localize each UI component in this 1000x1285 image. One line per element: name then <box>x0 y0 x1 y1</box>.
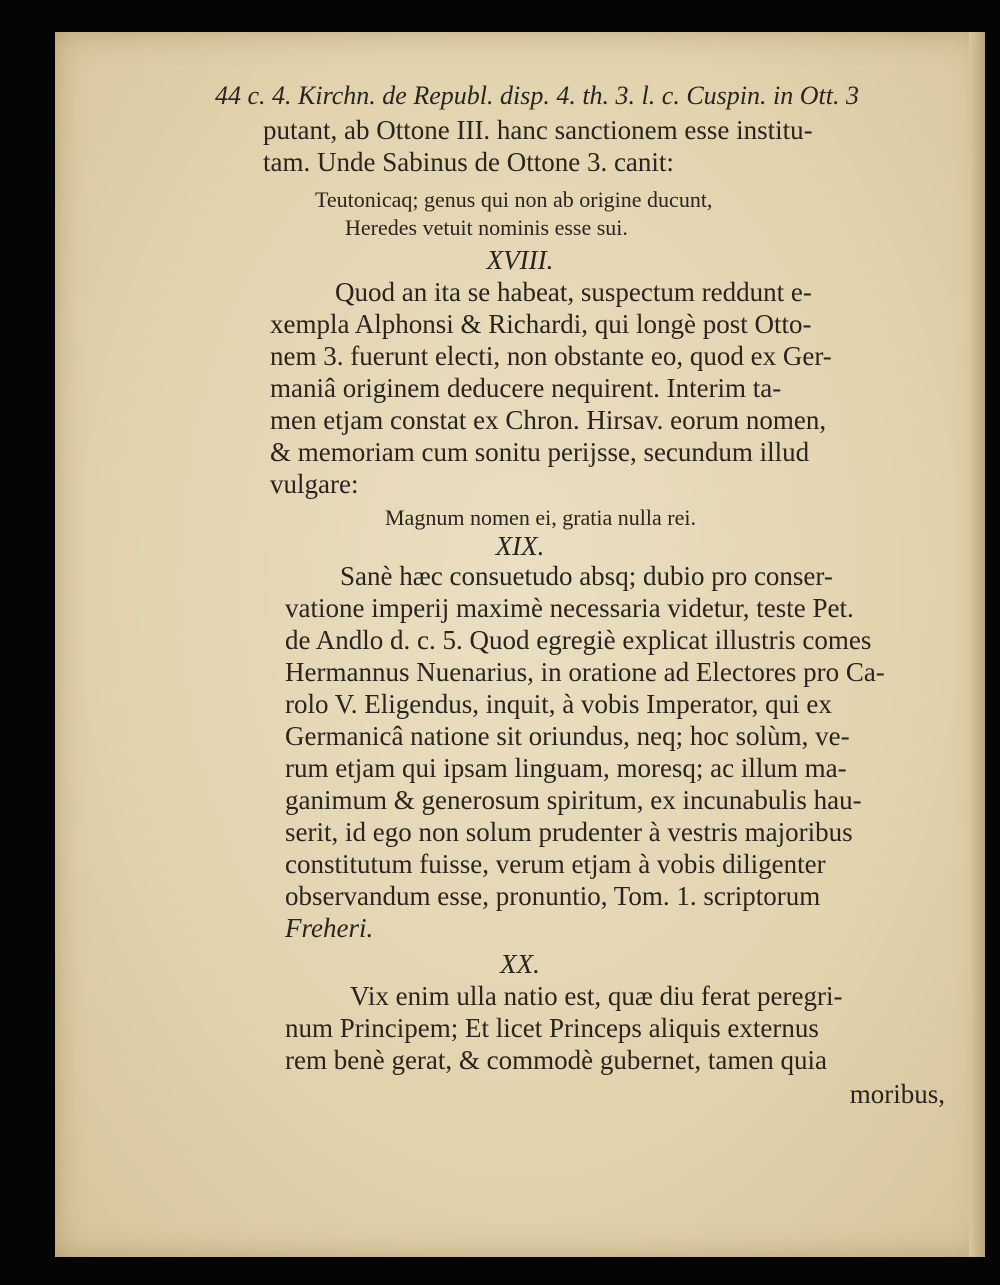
verse-line: Heredes vetuit nominis esse sui. <box>345 215 628 240</box>
paragraph-line: Sanè hæc consuetudo absq; dubio pro conser- <box>340 561 833 591</box>
page-text <box>55 32 985 1257</box>
paragraph-line: Freheri. <box>285 913 374 943</box>
paragraph-line: Vix enim ulla natio est, quæ diu ferat peregri- <box>350 981 843 1011</box>
paragraph-line: rolo V. Eligendus, inquit, à vobis Imperator, qui ex <box>285 689 832 719</box>
running-header: 44 c. 4. Kirchn. de Republ. disp. 4. th. 3. l. c. Cuspin. in Ott. 3 <box>215 81 859 110</box>
paragraph-line: rum etjam qui ipsam linguam, moresq; ac illum ma- <box>285 753 847 783</box>
section-heading-19: XIX. <box>495 531 545 561</box>
paragraph-line: vulgare: <box>270 469 359 499</box>
paragraph-line: & memoriam cum sonitu perijsse, secundum illud <box>270 437 810 467</box>
paragraph-line: men etjam constat ex Chron. Hirsav. eorum nomen, <box>270 405 827 435</box>
section-heading-18: XVIII. <box>486 245 554 275</box>
paragraph-line: nem 3. fuerunt electi, non obstante eo, quod ex Ger- <box>270 341 832 371</box>
paragraph-line: Quod an ita se habeat, suspectum reddunt e- <box>335 277 812 307</box>
paragraph-line: rem benè gerat, & commodè gubernet, tamen quia <box>285 1045 828 1075</box>
text-line: tam. Unde Sabinus de Ottone 3. canit: <box>263 147 674 177</box>
paragraph-line: ganimum & generosum spiritum, ex incunabulis hau- <box>285 785 862 815</box>
paragraph-line: serit, id ego non solum prudenter à vestris majoribus <box>285 817 853 847</box>
paragraph-line: vatione imperij maximè necessaria videtur, teste Pet. <box>285 593 854 623</box>
verse-line: Teutonicaq; genus qui non ab origine ducunt, <box>315 187 713 212</box>
book-page <box>55 32 985 1257</box>
paragraph-line: constitutum fuisse, verum etjam à vobis diligenter <box>285 849 826 879</box>
paragraph-line: maniâ originem deducere nequirent. Interim ta- <box>270 373 782 403</box>
paragraph-line: observandum esse, pronuntio, Tom. 1. scriptorum <box>285 881 821 911</box>
paragraph-line: Hermannus Nuenarius, in oratione ad Electores pro Ca- <box>285 657 885 687</box>
paragraph-line: xempla Alphonsi & Richardi, qui longè post Otto- <box>270 309 812 339</box>
verse-line: Magnum nomen ei, gratia nulla rei. <box>385 505 696 530</box>
paragraph-line: Germanicâ natione sit oriundus, neq; hoc solùm, ve- <box>285 721 850 751</box>
catchword: moribus, <box>849 1079 945 1109</box>
text-line: putant, ab Ottone III. hanc sanctionem esse institu- <box>263 115 813 145</box>
paragraph-line: de Andlo d. c. 5. Quod egregiè explicat illustris comes <box>285 625 872 655</box>
paragraph-line: num Principem; Et licet Princeps aliquis externus <box>285 1013 819 1043</box>
section-heading-20: XX. <box>500 949 540 979</box>
